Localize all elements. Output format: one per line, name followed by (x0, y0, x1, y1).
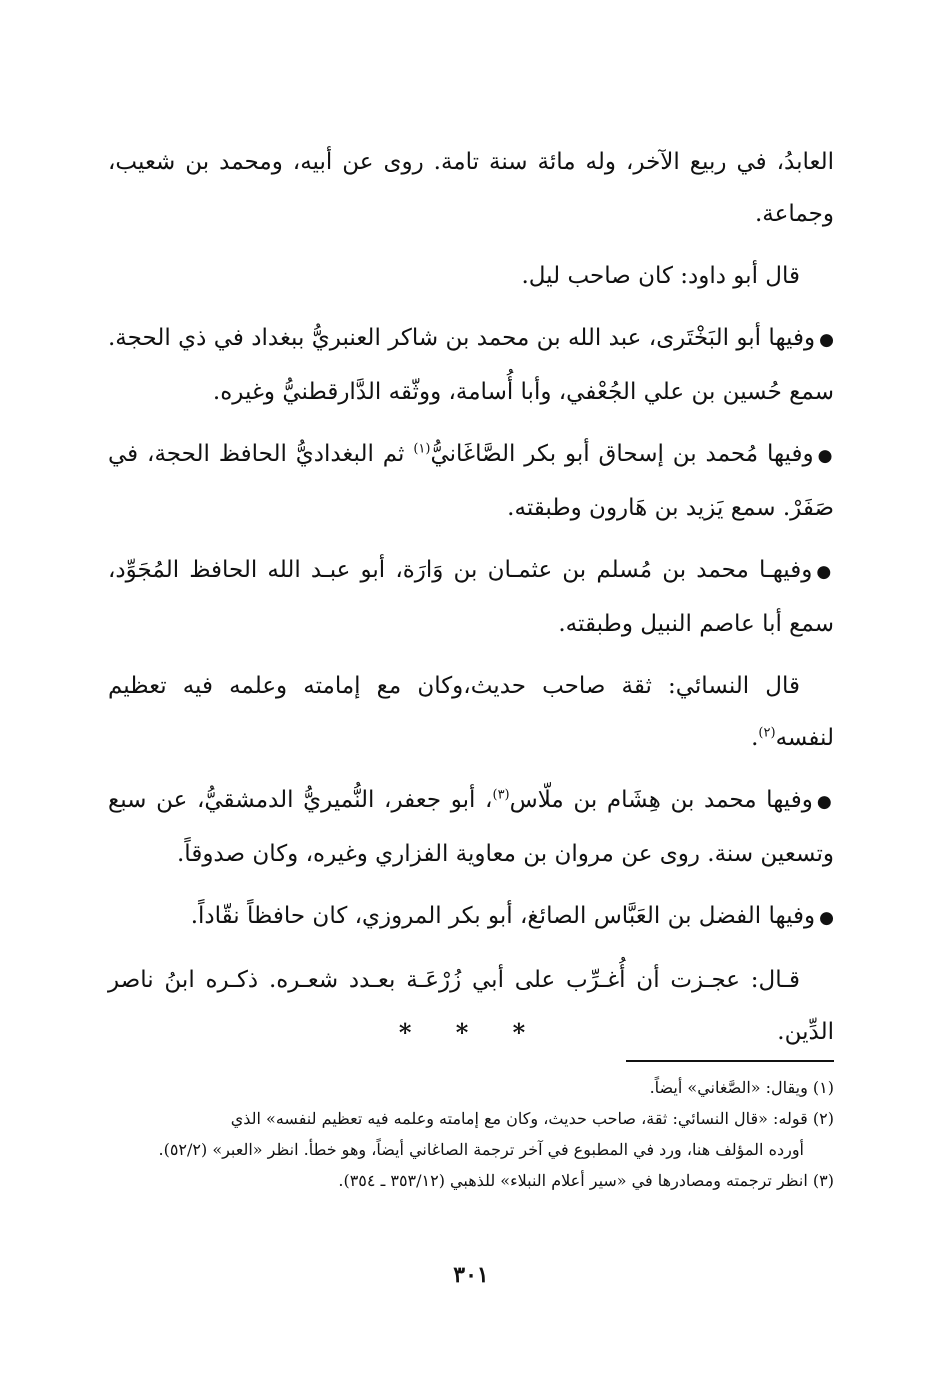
footnote-text: أورده المؤلف هنا، ورد في المطبوع في آخر ترجمة الصاغاني أيضاً، وهو خطأ. انظر «العبر» (٥٢/٢). (158, 1140, 804, 1159)
bullet-icon: ● (817, 446, 835, 466)
paragraph (108, 136, 834, 240)
footnote (108, 1103, 834, 1134)
footnote-number: (٢) (812, 1109, 834, 1128)
paragraph (108, 428, 834, 534)
main-text (108, 136, 834, 1068)
paragraph-text: وفيهـا محمد بن مُسلم بن عثمـان بن وَارَة، أبو عبـد الله الحافظ المُجَوِّد، سمع أبا عاصم النبيل وطبقته. (108, 557, 834, 637)
document-page (108, 0, 834, 1381)
bullet-icon: ● (816, 792, 835, 812)
paragraph (108, 312, 834, 418)
paragraph-text: وفيها الفضل بن العَبَّاس الصائغ، أبو بكر المروزي، كان حافظاً نقّاداً. (190, 903, 816, 929)
paragraph (108, 250, 834, 302)
footnote-ref[interactable]: (٣) (492, 787, 510, 803)
bullet-icon: ● (816, 562, 834, 582)
paragraph-text: وفيها محمد بن هِشَام بن ملّاس (509, 787, 813, 813)
paragraph-text: . (751, 725, 759, 751)
footnotes (108, 1072, 834, 1196)
footnote-text: ويقال: «الصَّغاني» أيضاً. (649, 1078, 808, 1097)
paragraph-text: قال أبو داود: كان صاحب ليل. (521, 263, 800, 289)
paragraph (108, 774, 834, 880)
footnote (108, 1165, 834, 1196)
paragraph-text: قـال: عجـزت أن أُغـرِّب على أبي زُرْعَـة بعـدد شعـره. ذكـره ابنُ ناصر الدِّين. (108, 967, 834, 1045)
bullet-icon: ● (819, 330, 834, 350)
paragraph-text: ، أبو جعفر، النُّميريُّ الدمشقيُّ، عن سبع وتسعين سنة. روى عن مروان بن معاوية الفزاري وغيره، وكان صدوقاً. (108, 787, 834, 867)
paragraph (108, 544, 834, 650)
page-number: ٣٠١ (453, 1262, 489, 1288)
paragraph-text: وفيها مُحمد بن إسحاق أبو بكر الصَّاغَانيُّ (430, 441, 814, 467)
section-separator: * * * (398, 1018, 544, 1047)
footnote-text: قوله: «قال النسائي: ثقة، صاحب حديث، وكان مع إمامته وعلمه فيه تعظيم لنفسه» الذي (230, 1109, 808, 1128)
footnote-number: (١) (812, 1078, 834, 1097)
paragraph-text: قال النسائي: ثقة صاحب حديث،وكان مع إمامته وعلمه فيه تعظيم لنفسه (108, 673, 834, 751)
paragraph (108, 890, 834, 944)
bullet-icon: ● (819, 908, 834, 928)
footnote-text: انظر ترجمته ومصادرها في «سير أعلام النبلاء» للذهبي (٣٥٣/١٢ ـ ٣٥٤). (338, 1171, 808, 1190)
footnote-divider (626, 1060, 834, 1062)
paragraph-text: وفيها أبو البَخْتَرى، عبد الله بن محمد بن شاكر العنبريُّ ببغداد في ذي الحجة. سمع حُسين بن علي الجُعْفي، وأبا أُسامة، ووثّقه الدَّارقطنيُّ وغيره. (108, 325, 834, 405)
footnote-continuation (108, 1134, 834, 1165)
footnote-number: (٣) (812, 1171, 834, 1190)
paragraph (108, 660, 834, 764)
footnote-ref[interactable]: (٢) (758, 725, 776, 741)
footnote (108, 1072, 834, 1103)
paragraph-text: ثم البغداديُّ الحافظ الحجة، في صَفَرْ. سمع يَزيد بن هَارون وطبقته. (108, 441, 834, 521)
footnote-ref[interactable]: (١) (413, 441, 431, 457)
paragraph-text: العابدُ، في ربيع الآخر، وله مائة سنة تامة. روى عن أبيه، ومحمد بن شعيب، وجماعة. (108, 149, 834, 227)
